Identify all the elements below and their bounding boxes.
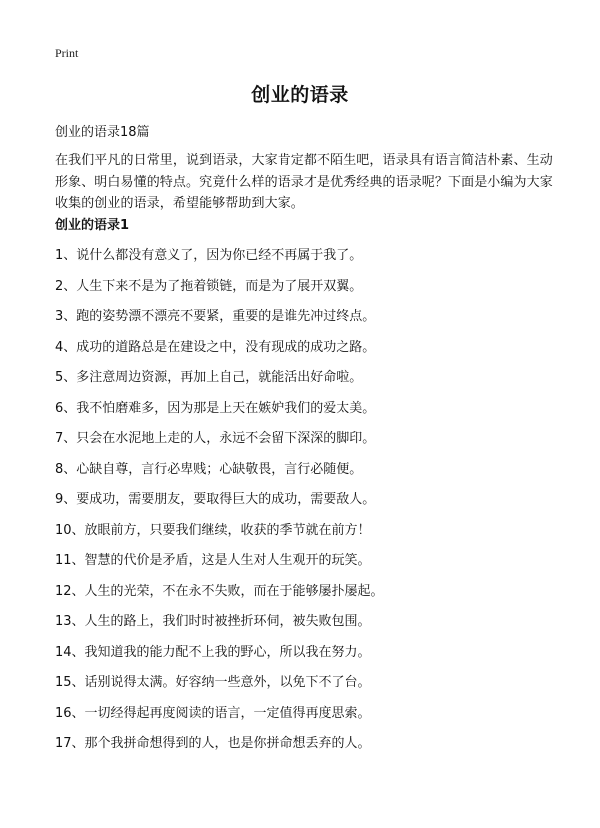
intro-paragraph: 在我们平凡的日常里，说到语录，大家肯定都不陌生吧，语录具有语言简洁朴素、生动形象、明白易懂的特点。究竟什么样的语录才是优秀经典的语录呢？下面是小编为大家收集的创业的语录，希望能够帮助到大家。 [55,153,553,211]
quote-item: 1、说什么都没有意义了，因为你已经不再属于我了。 [55,248,363,263]
quote-item: 9、要成功，需要朋友，要取得巨大的成功，需要敌人。 [55,492,376,507]
quote-item: 2、人生下来不是为了拖着锁链，而是为了展开双翼。 [55,278,363,294]
quote-item: 10、放眼前方，只要我们继续，收获的季节就在前方！ [55,522,371,538]
quote-item: 16、一切经得起再度阅读的语言，一定值得再度思索。 [55,705,371,721]
quote-item: 7、只会在水泥地上走的人，永远不会留下深深的脚印。 [55,431,376,446]
quote-item: 17、那个我拼命想得到的人，也是你拼命想丢弃的人。 [55,736,371,751]
quote-item: 3、跑的姿势漂不漂亮不要紧，重要的是谁先冲过终点。 [55,309,376,324]
quote-item: 5、多注意周边资源，再加上自己，就能活出好命啦。 [55,370,363,385]
page-title: 创业的语录 [251,84,349,106]
quote-item: 8、心缺自尊，言行必卑贱；心缺敬畏，言行必随便。 [55,461,363,477]
quote-item: 4、成功的道路总是在建设之中，没有现成的成功之路。 [55,339,376,355]
print-link[interactable]: Print [55,46,79,60]
quote-item: 6、我不怕磨难多，因为那是上天在嫉妒我们的爱太美。 [55,400,376,416]
section-heading: 创业的语录1 [55,218,130,233]
quote-item: 11、智慧的代价是矛盾，这是人生对人生观开的玩笑。 [55,553,371,568]
quote-item: 13、人生的路上，我们时时被挫折环伺，被失败包围。 [55,614,371,629]
quote-item: 14、我知道我的能力配不上我的野心，所以我在努力。 [55,644,371,660]
subtitle: 创业的语录18篇 [55,125,150,140]
quote-list [55,246,555,765]
quote-item: 12、人生的光荣，不在永不失败，而在于能够屡扑屡起。 [55,583,384,599]
quote-item: 15、话别说得太满。好容纳一些意外，以免下不了台。 [55,675,371,690]
